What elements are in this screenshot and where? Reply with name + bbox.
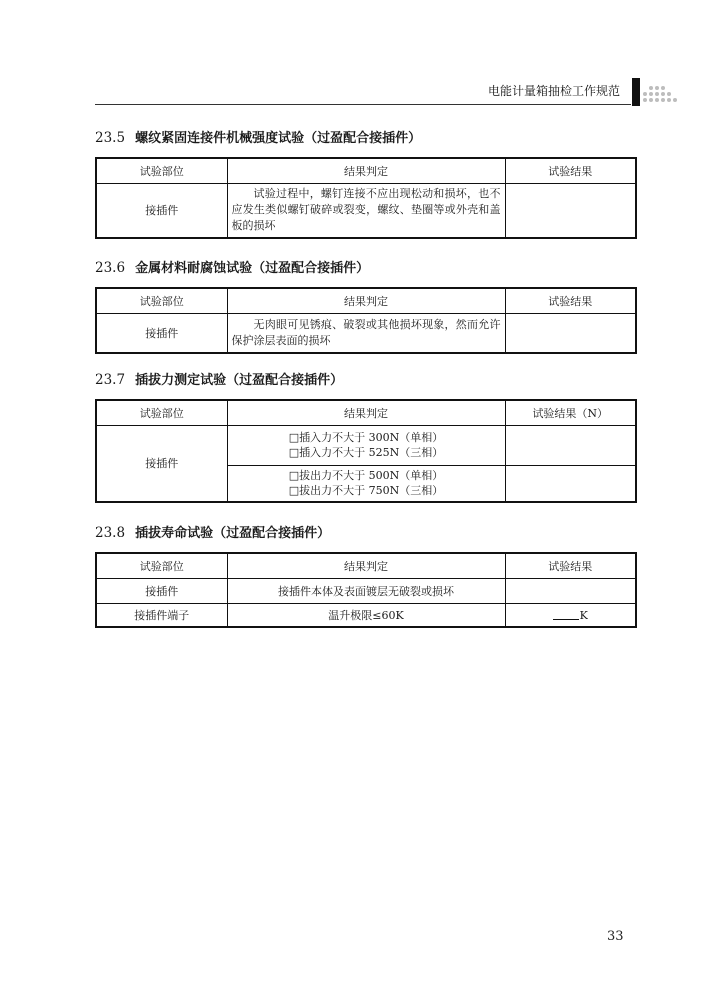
section-title: 插拔寿命试验（过盈配合接插件） <box>135 526 331 541</box>
section-heading <box>95 524 635 542</box>
cell-result[interactable] <box>505 313 636 353</box>
section-heading <box>95 259 635 277</box>
table-header-row <box>96 158 636 183</box>
section-23-7 <box>95 371 635 503</box>
blank-fill-line[interactable] <box>553 608 579 620</box>
cell-result-temperature <box>505 603 636 627</box>
table-row <box>96 578 636 603</box>
col-header-result: 试验结果 <box>505 158 636 183</box>
cell-result[interactable] <box>505 425 636 465</box>
cell-part: 接插件 <box>96 313 227 353</box>
section-title: 螺纹紧固连接件机械强度试验（过盈配合接插件） <box>135 131 422 146</box>
header-rule <box>95 104 631 105</box>
unit-label: K <box>579 608 588 622</box>
table-header-row <box>96 400 636 425</box>
col-header-judgement: 结果判定 <box>227 158 505 183</box>
checkbox-item[interactable]: □插入力不大于 300N（单相） <box>288 431 444 444</box>
checkbox-item[interactable]: □拔出力不大于 500N（单相） <box>288 469 444 483</box>
result-table <box>95 552 637 628</box>
section-number: 23.6 <box>95 260 126 276</box>
header-dot-pattern <box>643 84 677 108</box>
section-number: 23.5 <box>95 130 126 146</box>
cell-result[interactable] <box>505 465 636 502</box>
checkbox-item[interactable]: □插入力不大于 525N（三相） <box>288 446 444 459</box>
table-row <box>96 183 636 238</box>
table-row <box>96 603 636 627</box>
col-header-part: 试验部位 <box>96 158 227 183</box>
col-header-result: 试验结果 <box>505 288 636 313</box>
cell-insertion-checks <box>227 425 505 465</box>
section-heading <box>95 371 635 389</box>
page-number: 33 <box>607 929 624 944</box>
section-title: 插拔力测定试验（过盈配合接插件） <box>135 373 344 388</box>
header-marker-bar <box>632 78 640 106</box>
table-header-row <box>96 553 636 578</box>
section-23-8 <box>95 524 635 628</box>
cell-part: 接插件端子 <box>96 603 227 627</box>
cell-result[interactable] <box>505 183 636 238</box>
cell-judgement: 试验过程中，螺钉连接不应出现松动和损坏，也不应发生类似螺钉破碎或裂变，螺纹、垫圈等或外壳和盖板的损坏 <box>227 183 505 238</box>
section-23-5 <box>95 129 635 239</box>
col-header-part: 试验部位 <box>96 553 227 578</box>
cell-result[interactable] <box>505 578 636 603</box>
col-header-judgement: 结果判定 <box>227 288 505 313</box>
section-number: 23.7 <box>95 372 126 388</box>
checkbox-item[interactable]: □拔出力不大于 750N（三相） <box>288 484 444 498</box>
col-header-judgement: 结果判定 <box>227 553 505 578</box>
cell-part: 接插件 <box>96 183 227 238</box>
running-header-title: 电能计量箱抽检工作规范 <box>488 84 621 98</box>
col-header-result: 试验结果（N） <box>505 400 636 425</box>
cell-part: 接插件 <box>96 578 227 603</box>
section-heading <box>95 129 635 147</box>
section-number: 23.8 <box>95 525 126 541</box>
result-table <box>95 399 637 503</box>
table-row <box>96 313 636 353</box>
cell-judgement: 温升极限≤60K <box>227 603 505 627</box>
cell-extraction-checks <box>227 465 505 502</box>
result-table <box>95 157 637 239</box>
cell-part: 接插件 <box>96 425 227 502</box>
col-header-judgement: 结果判定 <box>227 400 505 425</box>
table-header-row <box>96 288 636 313</box>
col-header-part: 试验部位 <box>96 400 227 425</box>
col-header-part: 试验部位 <box>96 288 227 313</box>
col-header-result: 试验结果 <box>505 553 636 578</box>
table-row <box>96 425 636 465</box>
cell-judgement: 接插件本体及表面镀层无破裂或损坏 <box>227 578 505 603</box>
section-title: 金属材料耐腐蚀试验（过盈配合接插件） <box>135 261 370 276</box>
cell-judgement: 无肉眼可见锈痕、破裂或其他损坏现象，然而允许保护涂层表面的损坏 <box>227 313 505 353</box>
section-23-6 <box>95 259 635 354</box>
result-table <box>95 287 637 354</box>
